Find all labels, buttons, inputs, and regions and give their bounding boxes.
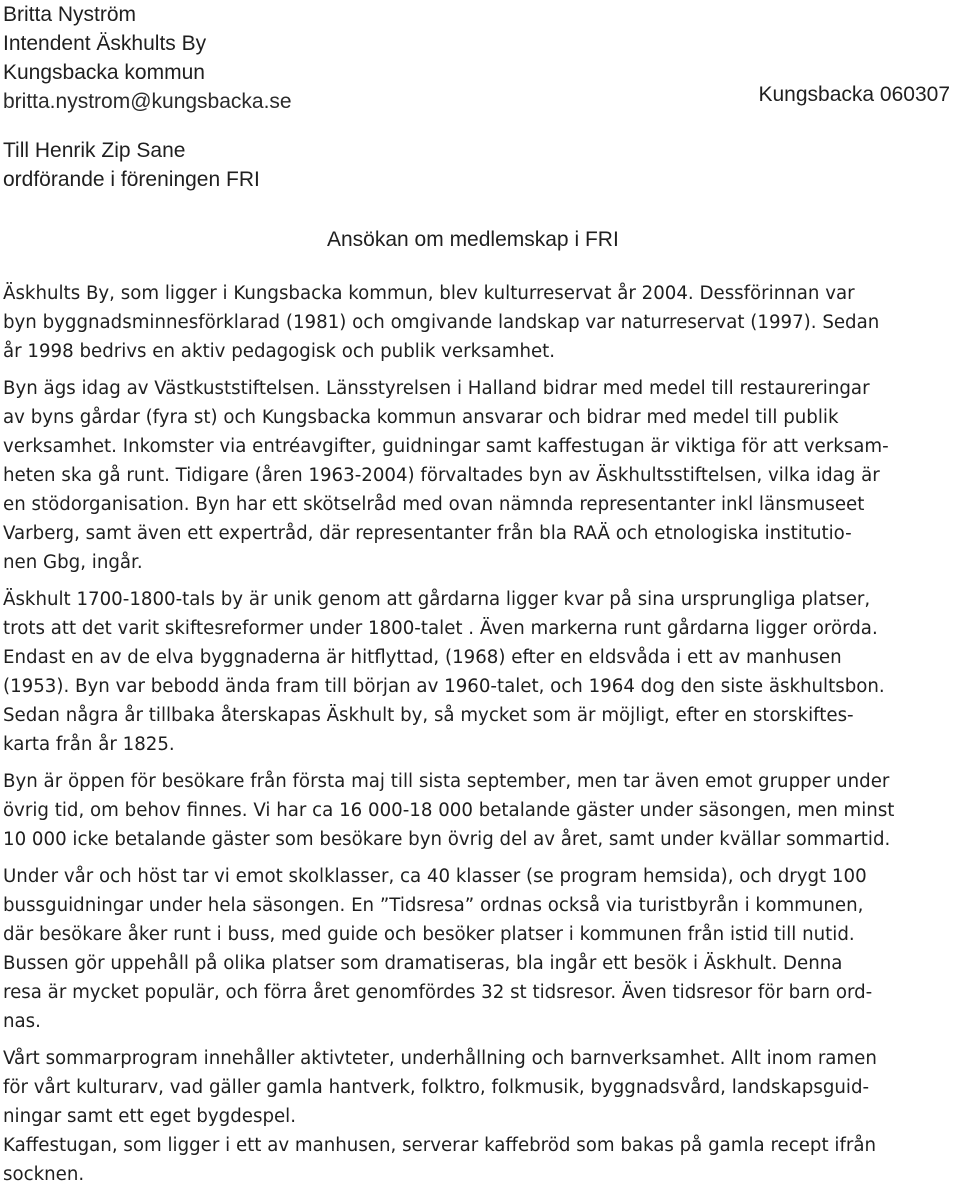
letter-date: Kungsbacka 060307 [758,83,950,106]
text-line: bussguidningar under hela säsongen. En ”Tidsresa” ordnas också via turistbyrån i kommunen, [3,895,864,917]
text-line: Byn är öppen för besökare från första maj till sista september, men tar även emot grupper under [3,771,890,792]
text-line: 10 000 icke betalande gäster som besökare byn övrig del av året, samt under kvällar sommartid. [3,828,891,850]
text-line: Kaffestugan, som ligger i ett av manhusen, serverar kaffebröd som bakas på gamla recept ifrån [3,1134,876,1156]
sender-title: Intendent Äskhults By [3,32,207,55]
sender-block [3,0,292,116]
paragraph [3,280,957,367]
text-line: Äskhult 1700-1800-tals by är unik genom att gårdarna ligger kvar på sina ursprungliga platser, [3,589,871,611]
paragraph [3,586,957,759]
text-line: Vårt sommarprogram innehåller aktivteter, underhållning och barnverksamhet. Allt inom ramen [3,1048,877,1070]
text-line: heten ska gå runt. Tidigare (åren 1963-2004) förvaltades byn av Äskhultsstiftelsen, vilka idag är [3,464,880,486]
text-line: ningar samt ett eget bygdespel. [3,1105,297,1127]
text-line: (1953). Byn var bebodd ända fram till början av 1960-talet, och 1964 dog den siste äskhultsbon. [3,675,885,697]
recipient-line-2: ordförande i föreningen FRI [3,168,260,191]
paragraph [3,1045,957,1132]
sender-name: Britta Nyström [3,3,137,26]
text-line: en stödorganisation. Byn har ett skötselråd med ovan nämnda representanter inkl länsmuseet [3,493,865,515]
text-line: av byns gårdar (fyra st) och Kungsbacka kommun ansvarar och bidrar med medel till publik [3,407,839,429]
paragraph [3,1132,957,1190]
sender-organization: Kungsbacka kommun [3,61,205,84]
text-line: karta från år 1825. [3,733,175,755]
text-line: socknen. [3,1163,85,1185]
letter-subject: Ansökan om medlemskap i FRI [327,228,619,251]
text-line: Äskhults By, som ligger i Kungsbacka kommun, blev kulturreservat år 2004. Dessförinnan var [3,283,855,304]
text-line: Bussen gör uppehåll på olika platser som dramatiseras, bla ingår ett besök i Äskhult. Denna [3,952,843,974]
text-line: år 1998 bedrivs en aktiv pedagogisk och publik verksamhet. [3,340,556,362]
letter-body [3,280,957,1190]
text-line: där besökare åker runt i buss, med guide och besöker platser i kommunen från istid till nutid. [3,924,855,946]
paragraph [3,768,957,855]
text-line: byn byggnadsminnesförklarad (1981) och omgivande landskap var naturreservat (1997). Sedan [3,311,880,333]
text-line: Under vår och höst tar vi emot skolklasser, ca 40 klasser (se program hemsida), och drygt 100 [3,866,867,888]
paragraph [3,863,957,1036]
text-line: Byn ägs idag av Västkuststiftelsen. Länsstyrelsen i Halland bidrar med medel till restaureringar [3,378,870,400]
text-line: resa är mycket populär, och förra året genomfördes 32 st tidsresor. Även tidsresor för barn ord- [3,981,873,1003]
text-line: verksamhet. Inkomster via entréavgifter, guidningar samt kaffestugan är viktiga för att verksam- [3,436,889,458]
text-line: trots att det varit skiftesreformer under 1800-talet . Även markerna runt gårdarna ligger orörda. [3,617,878,639]
text-line: nas. [3,1010,41,1032]
sender-email: britta.nystrom@kungsbacka.se [3,90,292,113]
text-line: övrig tid, om behov finnes. Vi har ca 16 000-18 000 betalande gäster under säsongen, men minst [3,799,895,821]
recipient-block [3,136,260,194]
text-line: för vårt kulturarv, vad gäller gamla hantverk, folktro, folkmusik, byggnadsvård, landskapsguid- [3,1077,870,1099]
text-line: Varberg, samt även ett expertråd, där representanter från bla RAÄ och etnologiska institutio- [3,522,852,544]
text-line: Sedan några år tillbaka återskapas Äskhult by, så mycket som är möjligt, efter en storskiftes- [3,704,854,726]
recipient-line-1: Till Henrik Zip Sane [3,139,186,162]
text-line: Endast en av de elva byggnaderna är hitflyttad, (1968) efter en eldsvåda i ett av manhusen [3,646,842,668]
text-line: nen Gbg, ingår. [3,551,143,573]
paragraph [3,375,957,577]
